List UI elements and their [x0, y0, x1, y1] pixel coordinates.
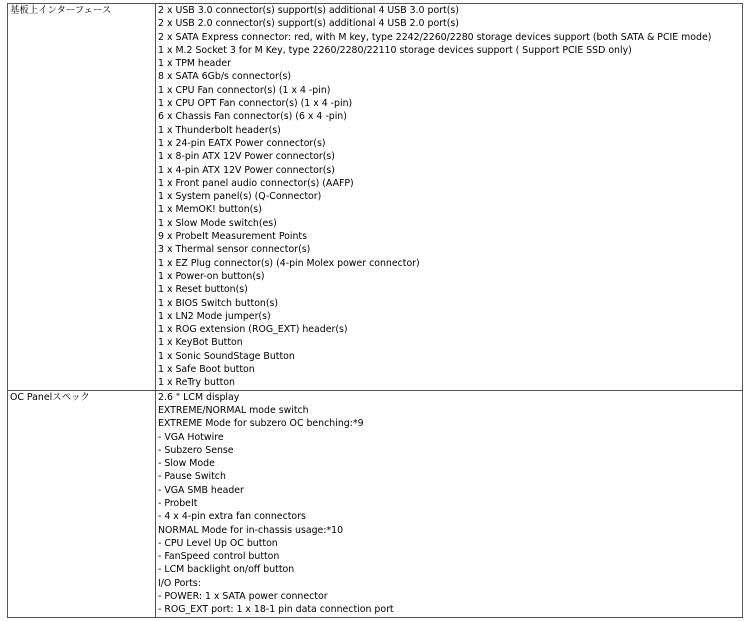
spec-line: 1 x KeyBot Button — [158, 337, 243, 349]
spec-line: 1 x 4-pin ATX 12V Power connector(s) — [158, 164, 335, 176]
spec-label-cell — [8, 390, 156, 617]
spec-line: I/O Ports: — [158, 577, 201, 589]
spec-table — [7, 3, 743, 618]
spec-line: 1 x Power-on button(s) — [158, 270, 265, 282]
spec-line: 1 x BIOS Switch button(s) — [158, 297, 279, 309]
spec-line: 1 x ROG extension (ROG_EXT) header(s) — [158, 324, 348, 336]
spec-line: 1 x 8-pin ATX 12V Power connector(s) — [158, 151, 335, 163]
spec-line: - 4 x 4-pin extra fan connectors — [158, 511, 306, 523]
spec-line: 1 x CPU OPT Fan connector(s) (1 x 4 -pin) — [158, 98, 353, 110]
spec-row — [8, 4, 743, 391]
spec-line: 8 x SATA 6Gb/s connector(s) — [158, 71, 292, 83]
spec-line: - ProbeIt — [158, 497, 198, 509]
spec-line: 1 x Slow Mode switch(es) — [158, 217, 277, 229]
spec-line: 2 x USB 2.0 connector(s) support(s) additional 4 USB 2.0 port(s) — [158, 18, 459, 30]
spec-row — [8, 390, 743, 617]
spec-table-body — [8, 4, 743, 618]
spec-line: 2 x USB 3.0 connector(s) support(s) additional 4 USB 3.0 port(s) — [158, 5, 459, 16]
spec-line: 1 x TPM header — [158, 58, 231, 70]
spec-line: - CPU Level Up OC button — [158, 537, 278, 549]
spec-label-cell — [8, 4, 156, 391]
spec-line: - POWER: 1 x SATA power connector — [158, 591, 328, 603]
spec-line: - LCM backlight on/off button — [158, 564, 295, 576]
spec-line: 1 x Sonic SoundStage Button — [158, 350, 295, 362]
spec-line: 1 x M.2 Socket 3 for M Key, type 2260/2280/22110 storage devices support ( Support PCIE SSD only) — [158, 44, 632, 56]
spec-line: EXTREME/NORMAL mode switch — [158, 404, 309, 416]
spec-line: 1 x Safe Boot button — [158, 364, 255, 376]
spec-line: 9 x ProbeIt Measurement Points — [158, 231, 307, 243]
spec-line: 1 x ReTry button — [158, 377, 235, 389]
spec-line: 1 x EZ Plug connector(s) (4-pin Molex power connector) — [158, 257, 420, 269]
spec-line: - Slow Mode — [158, 458, 215, 470]
spec-label: 基板上インターフェース — [10, 5, 112, 16]
spec-line: - Subzero Sense — [158, 444, 234, 456]
spec-line: 1 x Reset button(s) — [158, 284, 248, 296]
spec-line: - Pause Switch — [158, 471, 226, 483]
spec-line: - ROG_EXT port: 1 x 18-1 pin data connection port — [158, 604, 394, 616]
spec-line: 1 x 24-pin EATX Power connector(s) — [158, 137, 326, 149]
spec-line: - VGA Hotwire — [158, 431, 224, 443]
spec-line: NORMAL Mode for in-chassis usage:*10 — [158, 524, 344, 536]
spec-line: 1 x System panel(s) (Q-Connector) — [158, 191, 322, 203]
spec-label: OC Panelスペック — [10, 391, 90, 403]
spec-line: - FanSpeed control button — [158, 551, 280, 563]
spec-line: 1 x Thunderbolt header(s) — [158, 124, 281, 136]
spec-line: - VGA SMB header — [158, 484, 244, 496]
spec-line: 2 x SATA Express connector: red, with M key, type 2242/2260/2280 storage devices support (both SATA & PCIE mode) — [158, 31, 712, 43]
spec-line: 6 x Chassis Fan connector(s) (6 x 4 -pin) — [158, 111, 347, 123]
spec-line: 1 x MemOK! button(s) — [158, 204, 262, 216]
spec-line: 1 x LN2 Mode jumper(s) — [158, 310, 271, 322]
spec-value-cell — [156, 390, 743, 617]
spec-line: 3 x Thermal sensor connector(s) — [158, 244, 311, 256]
spec-value-cell — [156, 4, 743, 391]
spec-line: EXTREME Mode for subzero OC benching:*9 — [158, 418, 364, 430]
spec-line: 2.6 " LCM display — [158, 391, 240, 403]
spec-line: 1 x Front panel audio connector(s) (AAFP) — [158, 177, 354, 189]
spec-line: 1 x CPU Fan connector(s) (1 x 4 -pin) — [158, 84, 331, 96]
